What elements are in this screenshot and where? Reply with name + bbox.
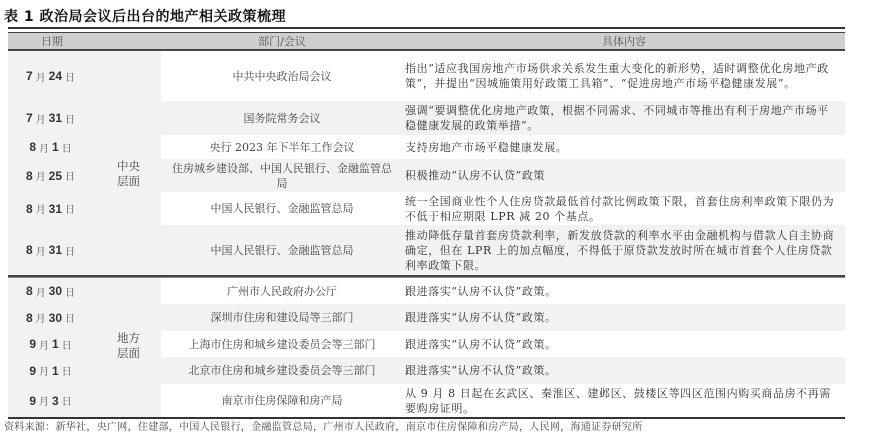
- dept-cell: 住房城乡建设部、中国人民银行、金融监管总局: [161, 159, 403, 192]
- content-cell: 从 9 月 8 日起在玄武区、秦淮区、建邺区、鼓楼区等四区范围内购买商品房不再需要购房证明。: [403, 384, 845, 417]
- date-cell: 9 月 1 日: [29, 337, 72, 352]
- table-row: [8, 278, 845, 304]
- content-cell: 跟进落实“认房不认贷”政策。: [403, 331, 845, 357]
- content-cell: 统一全国商业性个人住房贷款最低首付款比例政策下限，首套住房利率政策下限仍为不低于相应期限 LPR 减 20 个基点。: [403, 192, 845, 225]
- date-cell: 7 月 31 日: [25, 111, 76, 126]
- date-cell: 8 月 1 日: [29, 140, 72, 155]
- date-cell: 8 月 30 日: [25, 284, 76, 299]
- top-rule: [8, 27, 845, 29]
- table-row: [8, 225, 845, 275]
- dept-cell: 中共中央政治局会议: [161, 51, 403, 101]
- date-cell: 8 月 31 日: [25, 243, 76, 258]
- source-note: 资料来源：新华社，央广网，住建部，中国人民银行，金融监管总局，广州市人民政府，南京市住房保障和房产局，人民网，海通证券研究所: [4, 422, 643, 433]
- header-dept: 部门/会议: [258, 35, 306, 48]
- content-cell: 支持房地产市场平稳健康发展。: [403, 135, 845, 159]
- table-row: [8, 135, 845, 159]
- table-row: [8, 384, 845, 417]
- date-cell: 8 月 30 日: [25, 310, 76, 325]
- content-cell: 指出“适应我国房地产市场供求关系发生重大变化的新形势，适时调整优化房地产政策”，并提出“因城施策用好政策工具箱”、“促进房地产市场平稳健康发展”。: [403, 51, 845, 101]
- date-cell: 7 月 24 日: [25, 69, 76, 84]
- content-cell: 积极推动“认房不认贷”政策: [403, 159, 845, 192]
- dept-cell: 北京市住房和城乡建设委员会等三部门: [161, 357, 403, 384]
- table-header: [8, 32, 845, 51]
- table-row: [8, 304, 845, 331]
- dept-cell: 深圳市住房和建设局等三部门: [161, 304, 403, 331]
- section-local: [8, 278, 845, 417]
- content-cell: 跟进落实“认房不认贷”政策。: [403, 278, 845, 304]
- dept-cell: 中国人民银行、金融监管总局: [161, 225, 403, 275]
- table-row: [8, 51, 845, 101]
- table-title: 表 1 政治局会议后出台的地产相关政策梳理: [4, 9, 286, 25]
- dept-cell: 中国人民银行、金融监管总局: [161, 192, 403, 225]
- date-cell: 9 月 3 日: [29, 393, 72, 408]
- dept-cell: 南京市住房保障和房产局: [161, 384, 403, 417]
- content-cell: 推动降低存量首套房贷款利率，新发放贷款的利率水平由金融机构与借款人自主协商确定，但在 LPR 上的加点幅度，不得低于原贷款发放时所在城市首套个人住房贷款利率政策下限。: [403, 225, 845, 275]
- content-cell: 强调“要调整优化房地产政策，根据不同需求、不同城市等推出有利于房地产市场平稳健康发展的政策举措”。: [403, 101, 845, 135]
- level-label-central: 中央层面: [117, 159, 140, 188]
- table-row: [8, 101, 845, 135]
- header-content: 具体内容: [602, 35, 646, 48]
- date-cell: 8 月 31 日: [25, 201, 76, 216]
- table-row: [8, 192, 845, 225]
- table-row: [8, 357, 845, 384]
- dept-cell: 央行 2023 年下半年工作会议: [161, 135, 403, 159]
- date-cell: 9 月 1 日: [29, 363, 72, 378]
- dept-cell: 国务院常务会议: [161, 101, 403, 135]
- date-cell: 8 月 25 日: [25, 168, 76, 183]
- policy-table: [8, 32, 845, 419]
- content-cell: 跟进落实“认房不认贷”政策。: [403, 304, 845, 331]
- dept-cell: 上海市住房和城乡建设委员会等三部门: [161, 331, 403, 357]
- content-cell: 跟进落实“认房不认贷”政策。: [403, 357, 845, 384]
- dept-cell: 广州市人民政府办公厅: [161, 278, 403, 304]
- section-central: [8, 51, 845, 275]
- level-label-local: 地方层面: [117, 331, 140, 360]
- header-date: 日期: [41, 35, 63, 48]
